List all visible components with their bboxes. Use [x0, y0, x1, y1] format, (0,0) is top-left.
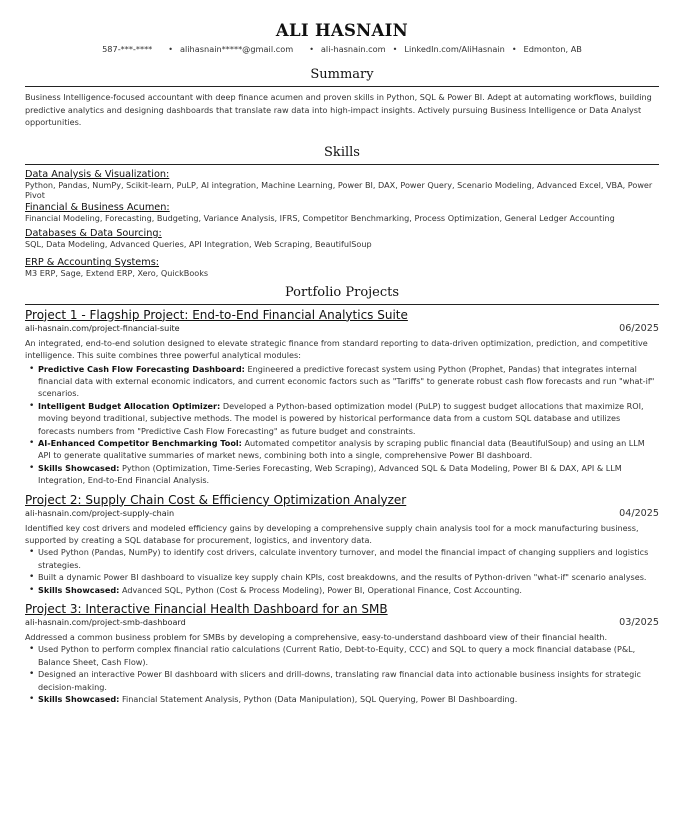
skills-section [25, 145, 659, 279]
project-meta [25, 508, 659, 519]
list-item [38, 571, 659, 583]
project-entry [25, 308, 659, 487]
bullet-separator: • [392, 44, 398, 54]
project-link[interactable]: ali-hasnain.com/project-supply-chain [25, 507, 175, 518]
skill-group [25, 169, 659, 201]
section-title-summary: Summary [310, 67, 374, 82]
list-item [38, 693, 659, 705]
skill-group [25, 257, 659, 279]
list-item [38, 462, 659, 487]
project-title: Project 3: Interactive Financial Health Dashboard for an SMB [25, 602, 388, 617]
summary-text: Business Intelligence-focused accountant with deep finance acumen and proven skills in Python, SQL & Power BI. Adept at automating workflows, building predictive analytics and designing dashboards that translate raw data into high-impact insights. Actively pursuing Business Intelligence or Data Analyst opportunities. [25, 92, 652, 128]
project-title: Project 2: Supply Chain Cost & Efficiency Optimization Analyzer [25, 492, 407, 507]
linkedin-link[interactable]: LinkedIn.com/AliHasnain [404, 44, 505, 54]
bullet-text: Python (Optimization, Time-Series Forecasting, Web Scraping), Advanced SQL & Data Modeling, Power BI & DAX, API & LLM Integration, End-to-End Financial Analysis. [38, 462, 622, 486]
bullet-text: Financial Statement Analysis, Python (Data Manipulation), SQL Querying, Power BI Dashboarding. [119, 694, 518, 705]
skill-group-heading: Databases & Data Sourcing: [25, 227, 162, 239]
project-link[interactable]: ali-hasnain.com/project-financial-suite [25, 322, 180, 333]
project-title: Project 1 - Flagship Project: End-to-End Financial Analytics Suite [25, 307, 408, 322]
website-link[interactable]: ali-hasnain.com [320, 44, 386, 54]
bullet-label: AI-Enhanced Competitor Benchmarking Tool: [38, 438, 242, 448]
portfolio-section [25, 285, 659, 706]
bullet-text: Used Python to perform complex financial ratio calculations (Current Ratio, Debt-to-Equity, CCC) and SQL to query a mock financial database (P&L, Balance Sheet, Cash Flow). [38, 644, 636, 667]
project-entry [25, 602, 659, 705]
location: Edmonton, AB [523, 44, 582, 54]
skill-group [25, 228, 659, 250]
project-meta [25, 617, 659, 628]
skill-group-heading: Data Analysis & Visualization: [25, 168, 170, 180]
project-description: Identified key cost drivers and modeled efficiency gains by developing a comprehensive supply chain analysis tool for a mock manufacturing business, supported by creating a SQL database for procurement, logistics, and inventory data. [25, 522, 639, 546]
contact-line [25, 44, 659, 54]
phone: 587-***-**** [102, 44, 153, 54]
list-item [38, 546, 659, 571]
bullet-separator: • [168, 44, 173, 54]
list-item [38, 643, 659, 668]
list-item [38, 584, 659, 596]
project-link[interactable]: ali-hasnain.com/project-smb-dashboard [25, 617, 186, 628]
project-date: 06/2025 [619, 322, 659, 334]
bullet-text: Built a dynamic Power BI dashboard to visualize key supply chain KPIs, cost breakdowns, and the results of Python-driven "what-if" scenario analyses. [38, 572, 647, 583]
email[interactable]: alihasnain*****@gmail.com [179, 44, 294, 54]
bullet-separator: • [511, 44, 517, 54]
project-description: Addressed a common business problem for SMBs by developing a comprehensive, easy-to-understand dashboard view of their financial health. [25, 632, 608, 643]
section-title-skills: Skills [324, 144, 360, 160]
bullet-text: Developed a Python-based optimization model (PuLP) to suggest budget allocations that maximize ROI, moving beyond traditional, subjective methods. The model is powered by historical performance data from a custom SQL database and utilizes forecasts numbers from "Predictive Cash Flow Forecasting" as future budget and constraints. [38, 400, 644, 436]
skill-group [25, 202, 659, 224]
project-bullets [25, 546, 659, 596]
project-meta [25, 323, 659, 334]
bullet-text: Engineered a predictive forecast system using Python (Prophet, Pandas) that integrates internal financial data with external economic indicators, and current economic factors such as "Tariffs" to generate robust cash flow forecasts and run "what-if" scenarios. [38, 363, 655, 399]
bullet-label: Intelligent Budget Allocation Optimizer: [38, 400, 221, 411]
candidate-name: ALI HASNAIN [275, 21, 409, 40]
bullet-label: Skills Showcased: [38, 584, 120, 595]
list-item [38, 400, 659, 437]
skill-group-heading: Financial & Business Acumen: [25, 201, 170, 213]
bullet-text: Advanced SQL, Python (Cost & Process Modeling), Power BI, Operational Finance, Cost Accounting. [119, 584, 522, 595]
section-divider [25, 304, 659, 305]
bullet-label: Skills Showcased: [38, 694, 120, 705]
list-item [38, 668, 659, 693]
project-date: 03/2025 [619, 617, 659, 629]
bullet-text: Automated competitor analysis by scraping public financial data (BeautifulSoup) and using an LLM API to generate qualitative summaries of market news, combining both into a single, comprehensive Power BI dashboard. [38, 438, 645, 461]
project-date: 04/2025 [619, 507, 659, 519]
bullet-label: Skills Showcased: [38, 462, 120, 473]
project-bullets [25, 643, 659, 705]
skill-group-items: M3 ERP, Sage, Extend ERP, Xero, QuickBooks [25, 268, 209, 279]
project-bullets [25, 363, 659, 487]
project-description: An integrated, end-to-end solution designed to elevate strategic finance from standard reporting to data-driven optimization, prediction, and competitive intelligence. This suite combines three powerful analytical modules: [25, 337, 648, 361]
section-divider [25, 86, 659, 87]
list-item [38, 437, 659, 462]
skill-group-items: Financial Modeling, Forecasting, Budgeting, Variance Analysis, IFRS, Competitor Benchmarking, Process Optimization, General Ledger Accounting [25, 212, 615, 223]
bullet-label: Predictive Cash Flow Forecasting Dashboard: [38, 363, 245, 374]
bullet-separator: • [309, 44, 314, 54]
bullet-text: Designed an interactive Power BI dashboard with slicers and drill-downs, translating raw financial data into actionable business insights for strategic decision-making. [38, 669, 641, 692]
bullet-text: Used Python (Pandas, NumPy) to identify cost drivers, calculate inventory turnover, and model the financial impact of changing suppliers and logistics strategies. [38, 547, 649, 570]
section-divider [25, 164, 659, 165]
skill-group-heading: ERP & Accounting Systems: [25, 257, 160, 269]
project-entry [25, 493, 659, 596]
skill-group-items: Python, Pandas, NumPy, Scikit-learn, PuLP, AI integration, Machine Learning, Power BI, DAX, Power Query, Scenario Modeling, Advanced Excel, VBA, Power Pivot [25, 179, 653, 201]
summary-section [25, 67, 659, 129]
skill-group-items: SQL, Data Modeling, Advanced Queries, API Integration, Web Scraping, BeautifulSoup [25, 238, 372, 249]
section-title-portfolio: Portfolio Projects [284, 284, 400, 300]
resume-page [25, 0, 659, 706]
list-item [38, 363, 659, 400]
